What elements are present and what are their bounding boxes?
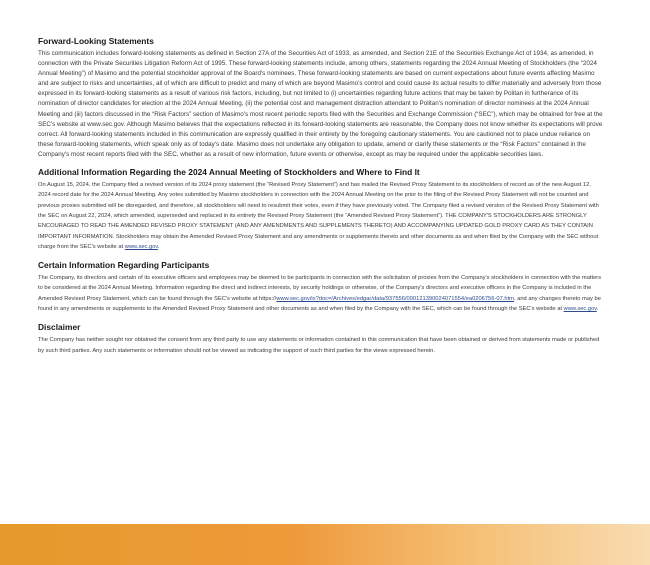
- disclaimer-text: The Company has neither sought nor obtained the consent from any third party to use any statements or information contained in this communication that have been obtained or derived from statements made or published by such third parties. Any such statements or information should not be viewed as indicating the support of such third parties for the views expressed herein.: [38, 337, 600, 354]
- footer-gradient-band: [0, 524, 650, 565]
- disclaimer-heading: Disclaimer: [38, 322, 81, 333]
- additional-info-body: On August 15, 2024, the Company filed a revised version of its 2024 proxy statement (the “Revised Proxy Statement”) and has mailed the Revised Proxy Statement to its stockholders of record as of the new August 12, 2024 record date for the 2024 Annual Meeting. Any votes submitted by Masimo stockholders in connection with the 2024 Annual Meeting on the prior to the filing of the Revised Proxy Statement will not be counted and previous proxies submitted will be disregarded, and therefore, all stockholders will need to resubmit their votes, even if they have previously voted. The Company filed a revised version of the Revised Proxy Statement with the SEC on August 22, 2024, which amended, superseded and replaced in its entirety the Revised Proxy Statement (the “Amended Revised Proxy Statement”). THE COMPANY'S STOCKHOLDERS ARE STRONGLY ENCOURAGED TO READ THE AMENDED REVISED PROXY STATEMENT (AND ANY AMENDMENTS AND SUPPLEMENTS THERETO) AND ACCOMPANYING UPDATED GOLD PROXY CARD AS THEY CONTAIN IMPORTANT INFORMATION. Stockholders may obtain the Amended Revised Proxy Statement and any amendments or supplements thereto and other documents as and when filed by the Company with the SEC without charge from the SEC's website at: [38, 182, 599, 250]
- participants-section: [38, 260, 604, 314]
- participants-body-2: , and any changes thereto may be found in any amendments or supplements to the Amended Revised Proxy Statement and other documents as and when filed by the Company with the SEC, which can be found through the SEC's website at: [38, 295, 601, 312]
- forward-looking-text: This communication includes forward-looking statements as defined in Section 27A of the Securities Act of 1933, as amended, and Section 21E of the Securities Exchange Act of 1934, as amended, in connection with the Private Securities Litigation Reform Act of 1995. These forward-looking statements include, among others, statements regarding the 2024 Annual Meeting of Stockholders (the “2024 Annual Meeting”) of Masimo and the potential stockholder approval of the Board's nominees. These forward-looking statements are based on current expectations about future events affecting Masimo and are subject to risks and uncertainties, all of which are difficult to predict and many of which are beyond Masimo's control and could cause its actual results to differ materially and adversely from those expressed in its forward-looking statements as a result of various risk factors, including, but not limited to (i) uncertainties regarding future actions that may be taken by Politan in furtherance of its nomination of director candidates for election at the 2024 Annual Meeting, (ii) the potential cost and management distraction attendant to Politan's nomination of director nominees at the 2024 Annual Meeting and (iii) factors discussed in the “Risk Factors” section of Masimo's most recent periodic reports filed with the Securities and Exchange Commission (“SEC”), which may be obtained for free at the SEC's website at www.sec.gov. Although Masimo believes that the expectations reflected in its forward-looking statements are reasonable, the Company does not know whether its expectations will prove correct. All forward-looking statements included in this communication are expressly qualified in their entirety by the foregoing cautionary statements. You are cautioned not to place undue reliance on these forward-looking statements, which speak only as of today's date. Masimo does not undertake any obligation to update, amend or clarify these statements or the “Risk Factors” contained in the Company's most recent reports filed with the SEC, whether as a result of new information, future events or otherwise, except as may be required under the applicable securities laws.: [38, 50, 603, 158]
- sec-website-link[interactable]: www.sec.gov: [124, 243, 158, 250]
- proxy-statement-link[interactable]: www.sec.gov/ix?doc=/Archives/edgar/data/937556/000121390024071554/ea0206756-07.htm: [276, 295, 514, 302]
- disclaimer-section: [38, 322, 604, 356]
- additional-info-text: [38, 180, 604, 252]
- forward-looking-section: [38, 36, 604, 160]
- participants-tail: .: [596, 306, 599, 312]
- additional-info-section: [38, 167, 604, 252]
- forward-looking-heading: Forward-Looking Statements: [38, 36, 154, 46]
- sec-website-link-2[interactable]: www.sec.gov: [563, 306, 597, 312]
- additional-info-tail: .: [157, 243, 160, 250]
- participants-body-1: The Company, its directors and certain of its executive officers and employees may be deemed to be participants in connection with the solicitation of proxies from the Company's stockholders in connection with the matters to be considered at the 2024 Annual Meeting. Information regarding the direct and indirect interests, by security holdings or otherwise, of the Company's directors and executive officers in the Company is included in the Amended Revised Proxy Statement, which can be found through the SEC's website at https://: [38, 275, 602, 302]
- additional-info-heading: Additional Information Regarding the 2024 Annual Meeting of Stockholders and Where to Find It: [38, 167, 420, 178]
- participants-text: [38, 273, 604, 314]
- participants-heading: Certain Information Regarding Participants: [38, 260, 210, 271]
- document-body: [38, 36, 604, 364]
